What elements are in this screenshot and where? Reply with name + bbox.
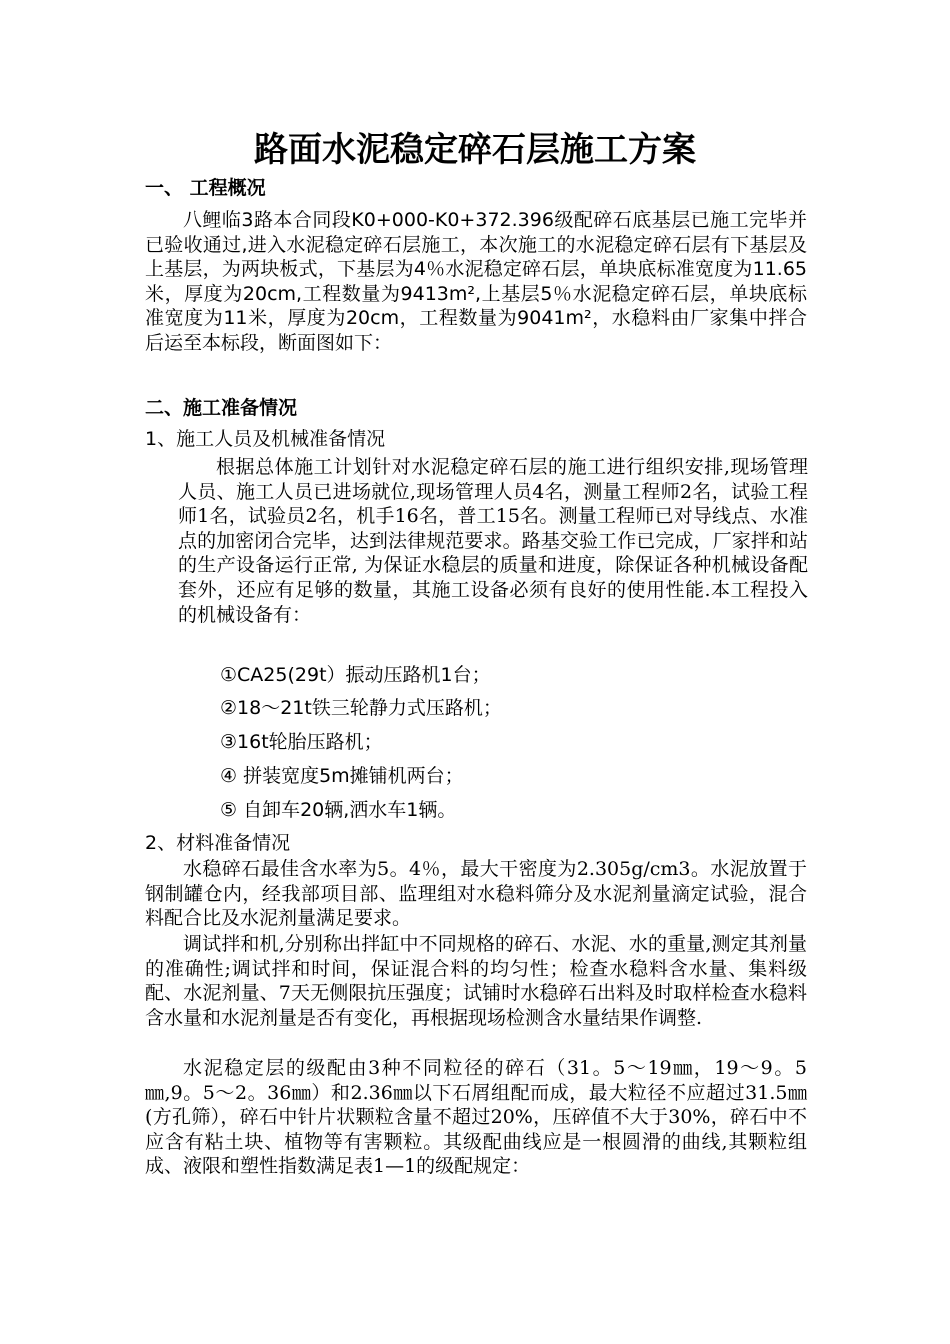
- material-paragraph: 水稳碎石最佳含水率为5。4％，最大干密度为2.305g/cm3。水泥放置于钢制罐仓内，经我部项目部、监理组对水稳料筛分及水泥剂量滴定试验，混合料配合比及水泥剂量满足要求。: [145, 858, 807, 930]
- document-title: 路面水泥稳定碎石层施工方案: [254, 130, 696, 170]
- equipment-item: ①CA25(29t）振动压路机1台；: [220, 664, 491, 686]
- material-paragraph: 调试拌和机,分别称出拌缸中不同规格的碎石、水泥、水的重量,测定其剂量的准确性;调试拌和时间，保证混合料的均匀性；检查水稳料含水量、集料级配、水泥剂量、7天无侧限抗压强度；试铺时水稳碎石出料及时取样检查水稳料含水量和水泥剂量是否有变化，再根据现场检测含水量结果作调整.: [145, 933, 807, 1029]
- equipment-item: ⑤ 自卸车20辆,洒水车1辆。: [220, 799, 457, 821]
- section-2-heading: 二、施工准备情况: [145, 397, 298, 419]
- equipment-item: ②18～21t铁三轮静力式压路机；: [220, 697, 502, 719]
- section-1-heading: 一、 工程概况: [145, 177, 266, 199]
- equipment-item: ③16t轮胎压路机；: [220, 731, 383, 753]
- subsection-1-heading: 1、施工人员及机械准备情况: [145, 428, 386, 450]
- subsection-2-heading: 2、材料准备情况: [145, 832, 291, 854]
- section-1-paragraph: 八鲤临3路本合同段K0+000-K0+372.396级配碎石底基层已施工完毕并已验收通过,进入水泥稳定碎石层施工，本次施工的水泥稳定碎石层有下基层及上基层，为两块板式，下基层为4％水泥稳定碎石层，单块底标准宽度为11.65米，厚度为20cm,工程数量为9413m²,上基层5％水泥稳定碎石层，单块底标准宽度为11米，厚度为20cm，工程数量为9041m²，水稳料由厂家集中拌合后运至本标段，断面图如下：: [145, 209, 807, 354]
- material-paragraph: 水泥稳定层的级配由3种不同粒径的碎石（31。5～19㎜，19～9。5㎜,9。5～2。36㎜）和2.36㎜以下石屑组配而成，最大粒径不应超过31.5㎜(方孔筛），碎石中针片状颗粒含量不超过20%，压碎值不大于30%，碎石中不应含有粘土块、植物等有害颗粒。其级配曲线应是一根圆滑的曲线,其颗粒组成、液限和塑性指数满足表1—1的级配规定：: [145, 1057, 807, 1178]
- equipment-item: ④ 拼装宽度5m摊铺机两台；: [220, 765, 464, 787]
- subsection-1-paragraph: 根据总体施工计划针对水泥稳定碎石层的施工进行组织安排,现场管理人员、施工人员已进场就位,现场管理人员4名，测量工程师2名，试验工程师1名，试验员2名，机手16名，普工15名。测量工程师已对导线点、水准点的加密闭合完毕，达到法律规范要求。路基交验工作已完成，厂家拌和站的生产设备运行正常, 为保证水稳层的质量和进度，除保证各种机械设备配套外，还应有足够的数量，其施工设备必须有良好的使用性能.本工程投入的机械设备有：: [178, 456, 808, 626]
